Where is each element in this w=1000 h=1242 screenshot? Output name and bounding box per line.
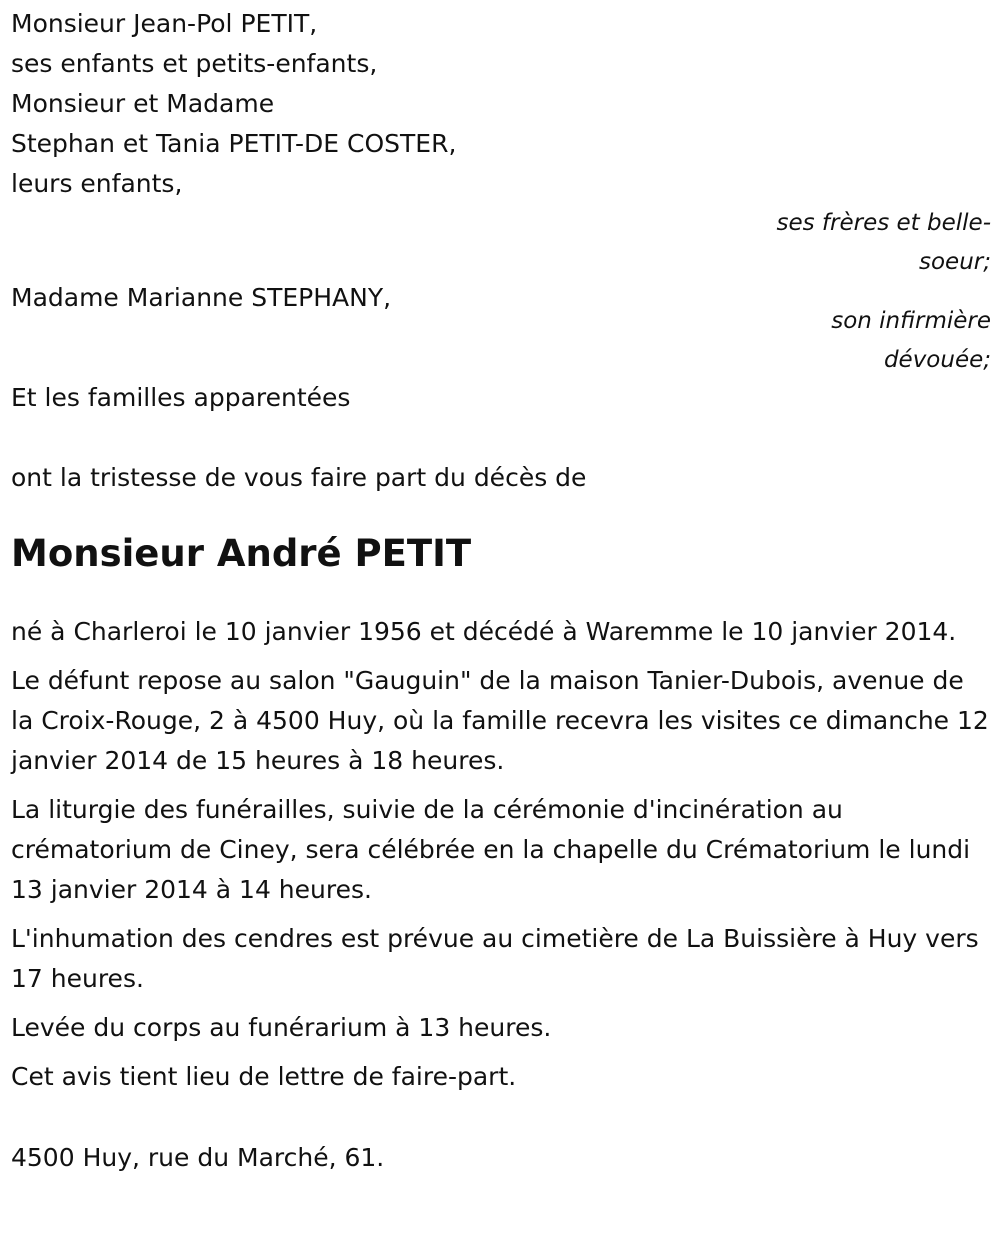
- birth-death-paragraph: né à Charleroi le 10 janvier 1956 et décédé à Waremme le 10 janvier 2014.: [11, 617, 957, 646]
- notice-paragraph: Cet avis tient lieu de lettre de faire-part.: [11, 1062, 517, 1091]
- family-line-children: ses enfants et petits-enfants,: [11, 49, 378, 78]
- relation-nurse-b: dévouée;: [883, 347, 991, 373]
- burial-paragraph: L'inhumation des cendres est prévue au cimetière de La Buissière à Huy vers 17 heures.: [11, 924, 979, 993]
- family-line-marianne: Madame Marianne STEPHANY,: [11, 283, 392, 312]
- deceased-name: Monsieur André PETIT: [11, 532, 472, 575]
- lift-paragraph: Levée du corps au funérarium à 13 heures.: [11, 1013, 552, 1042]
- family-line-their-children: leurs enfants,: [11, 169, 183, 198]
- repose-paragraph: Le défunt repose au salon "Gauguin" de la maison Tanier-Dubois, avenue de la Croix-Rouge, 2 à 4500 Huy, où la famille recevra les visites ce dimanche 12 janvier 2014 de 15 heures à 18 heures.: [11, 666, 989, 775]
- relation-nurse-a: son infirmière: [831, 308, 991, 334]
- family-line-stephan-tania: Stephan et Tania PETIT-DE COSTER,: [11, 129, 457, 158]
- liturgy-paragraph: La liturgie des funérailles, suivie de la cérémonie d'incinération au crématorium de Ciney, sera célébrée en la chapelle du Crématorium le lundi 13 janvier 2014 à 14 heures.: [11, 795, 971, 904]
- announcement-text: ont la tristesse de vous faire part du décès de: [11, 463, 587, 492]
- spacer: [11, 418, 991, 458]
- spacer: [11, 1106, 991, 1138]
- spacer: [11, 576, 991, 612]
- family-line-mr-mrs: Monsieur et Madame: [11, 89, 275, 118]
- family-line-jean-pol: Monsieur Jean-Pol PETIT,: [11, 9, 318, 38]
- obituary-notice: [11, 4, 991, 1178]
- family-line-related: Et les familles apparentées: [11, 383, 351, 412]
- address-line: 4500 Huy, rue du Marché, 61.: [11, 1143, 385, 1172]
- relation-brothers-b: soeur;: [919, 249, 991, 275]
- relation-brothers-a: ses frères et belle-: [776, 210, 991, 236]
